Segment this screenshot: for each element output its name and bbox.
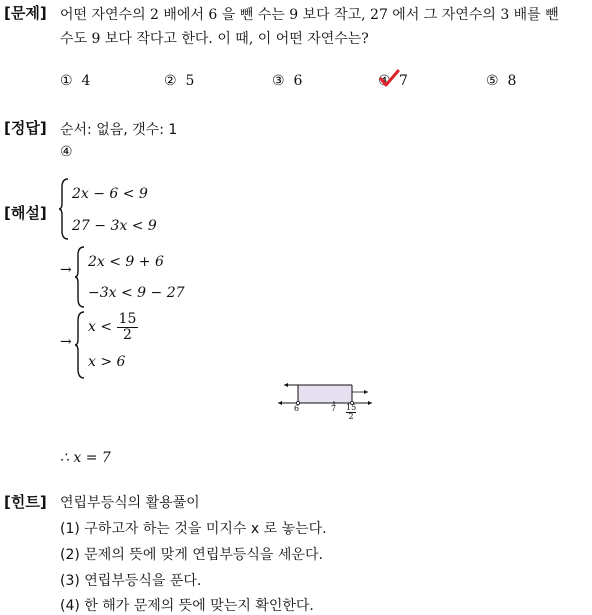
choice-3-value: 6 — [293, 73, 303, 89]
answer-mark: ④ — [60, 144, 73, 160]
choice-5-mark: ⑤ — [486, 73, 499, 89]
number-line-tick-6: 6 — [294, 404, 300, 413]
conclusion: ∴ x = 7 — [60, 450, 111, 466]
fraction-denominator: 2 — [122, 326, 132, 343]
choice-5[interactable] — [486, 73, 516, 89]
choice-2[interactable] — [164, 73, 194, 89]
brace-3 — [74, 310, 86, 380]
hint-step-1: (1) 구하고자 하는 것을 미지수 x 로 놓는다. — [60, 521, 327, 537]
arrow-1: → — [60, 262, 72, 278]
hint-step-2: (2) 문제의 뜻에 맞게 연립부등식을 세운다. — [60, 547, 323, 563]
problem-text-line-1: 어떤 자연수의 2 배에서 6 을 뺀 수는 9 보다 작고, 27 에서 그 자연수의 3 배를 뺀 — [60, 7, 559, 23]
system3-eq1 — [88, 312, 138, 342]
system2-eq1: 2x < 9 + 6 — [88, 254, 164, 270]
number-line-tick-15-2 — [346, 404, 356, 422]
brace-1 — [58, 177, 70, 241]
checkmark-icon — [378, 69, 400, 89]
choice-1-mark: ① — [60, 73, 73, 89]
choice-3-mark: ③ — [272, 73, 285, 89]
choice-4[interactable] — [378, 73, 408, 89]
tick-frac-den: 2 — [348, 412, 354, 422]
problem-text-line-2: 수도 9 보다 작다고 한다. 이 때, 이 어떤 자연수는? — [60, 31, 369, 47]
arrow-2: → — [60, 334, 72, 350]
hint-step-4: (4) 한 해가 문제의 뜻에 맞는지 확인한다. — [60, 598, 314, 614]
choice-1[interactable] — [60, 73, 90, 89]
system2-eq2: −3x < 9 − 27 — [88, 285, 185, 301]
answer-order-count: 순서: 없음, 갯수: 1 — [60, 122, 178, 138]
number-line-diagram — [276, 378, 376, 428]
number-line-tick-7: 7 — [331, 404, 337, 413]
choice-3[interactable] — [272, 73, 302, 89]
hint-title: 연립부등식의 활용풀이 — [60, 495, 200, 511]
hint-tag: [힌트] — [4, 493, 47, 511]
system1-eq1: 2x − 6 < 9 — [72, 186, 148, 202]
choice-4-mark: ④ — [378, 73, 391, 89]
tick-frac-num: 15 — [346, 403, 357, 412]
brace-2 — [74, 245, 86, 309]
hint-step-3: (3) 연립부등식을 푼다. — [60, 573, 202, 589]
system3-eq1-prefix: x < — [88, 319, 113, 336]
fraction — [117, 312, 139, 342]
system3-eq2: x > 6 — [88, 354, 126, 370]
problem-tag: [문제] — [4, 4, 47, 22]
choice-2-value: 5 — [185, 73, 195, 89]
choice-2-mark: ② — [164, 73, 177, 89]
choice-4-value: 7 — [399, 73, 408, 89]
answer-tag: [정답] — [4, 119, 47, 137]
fraction-numerator: 15 — [118, 311, 137, 327]
choice-5-value: 8 — [507, 73, 517, 89]
solution-tag: [해설] — [4, 204, 47, 222]
system1-eq2: 27 − 3x < 9 — [72, 218, 157, 234]
choice-1-value: 4 — [81, 73, 91, 89]
